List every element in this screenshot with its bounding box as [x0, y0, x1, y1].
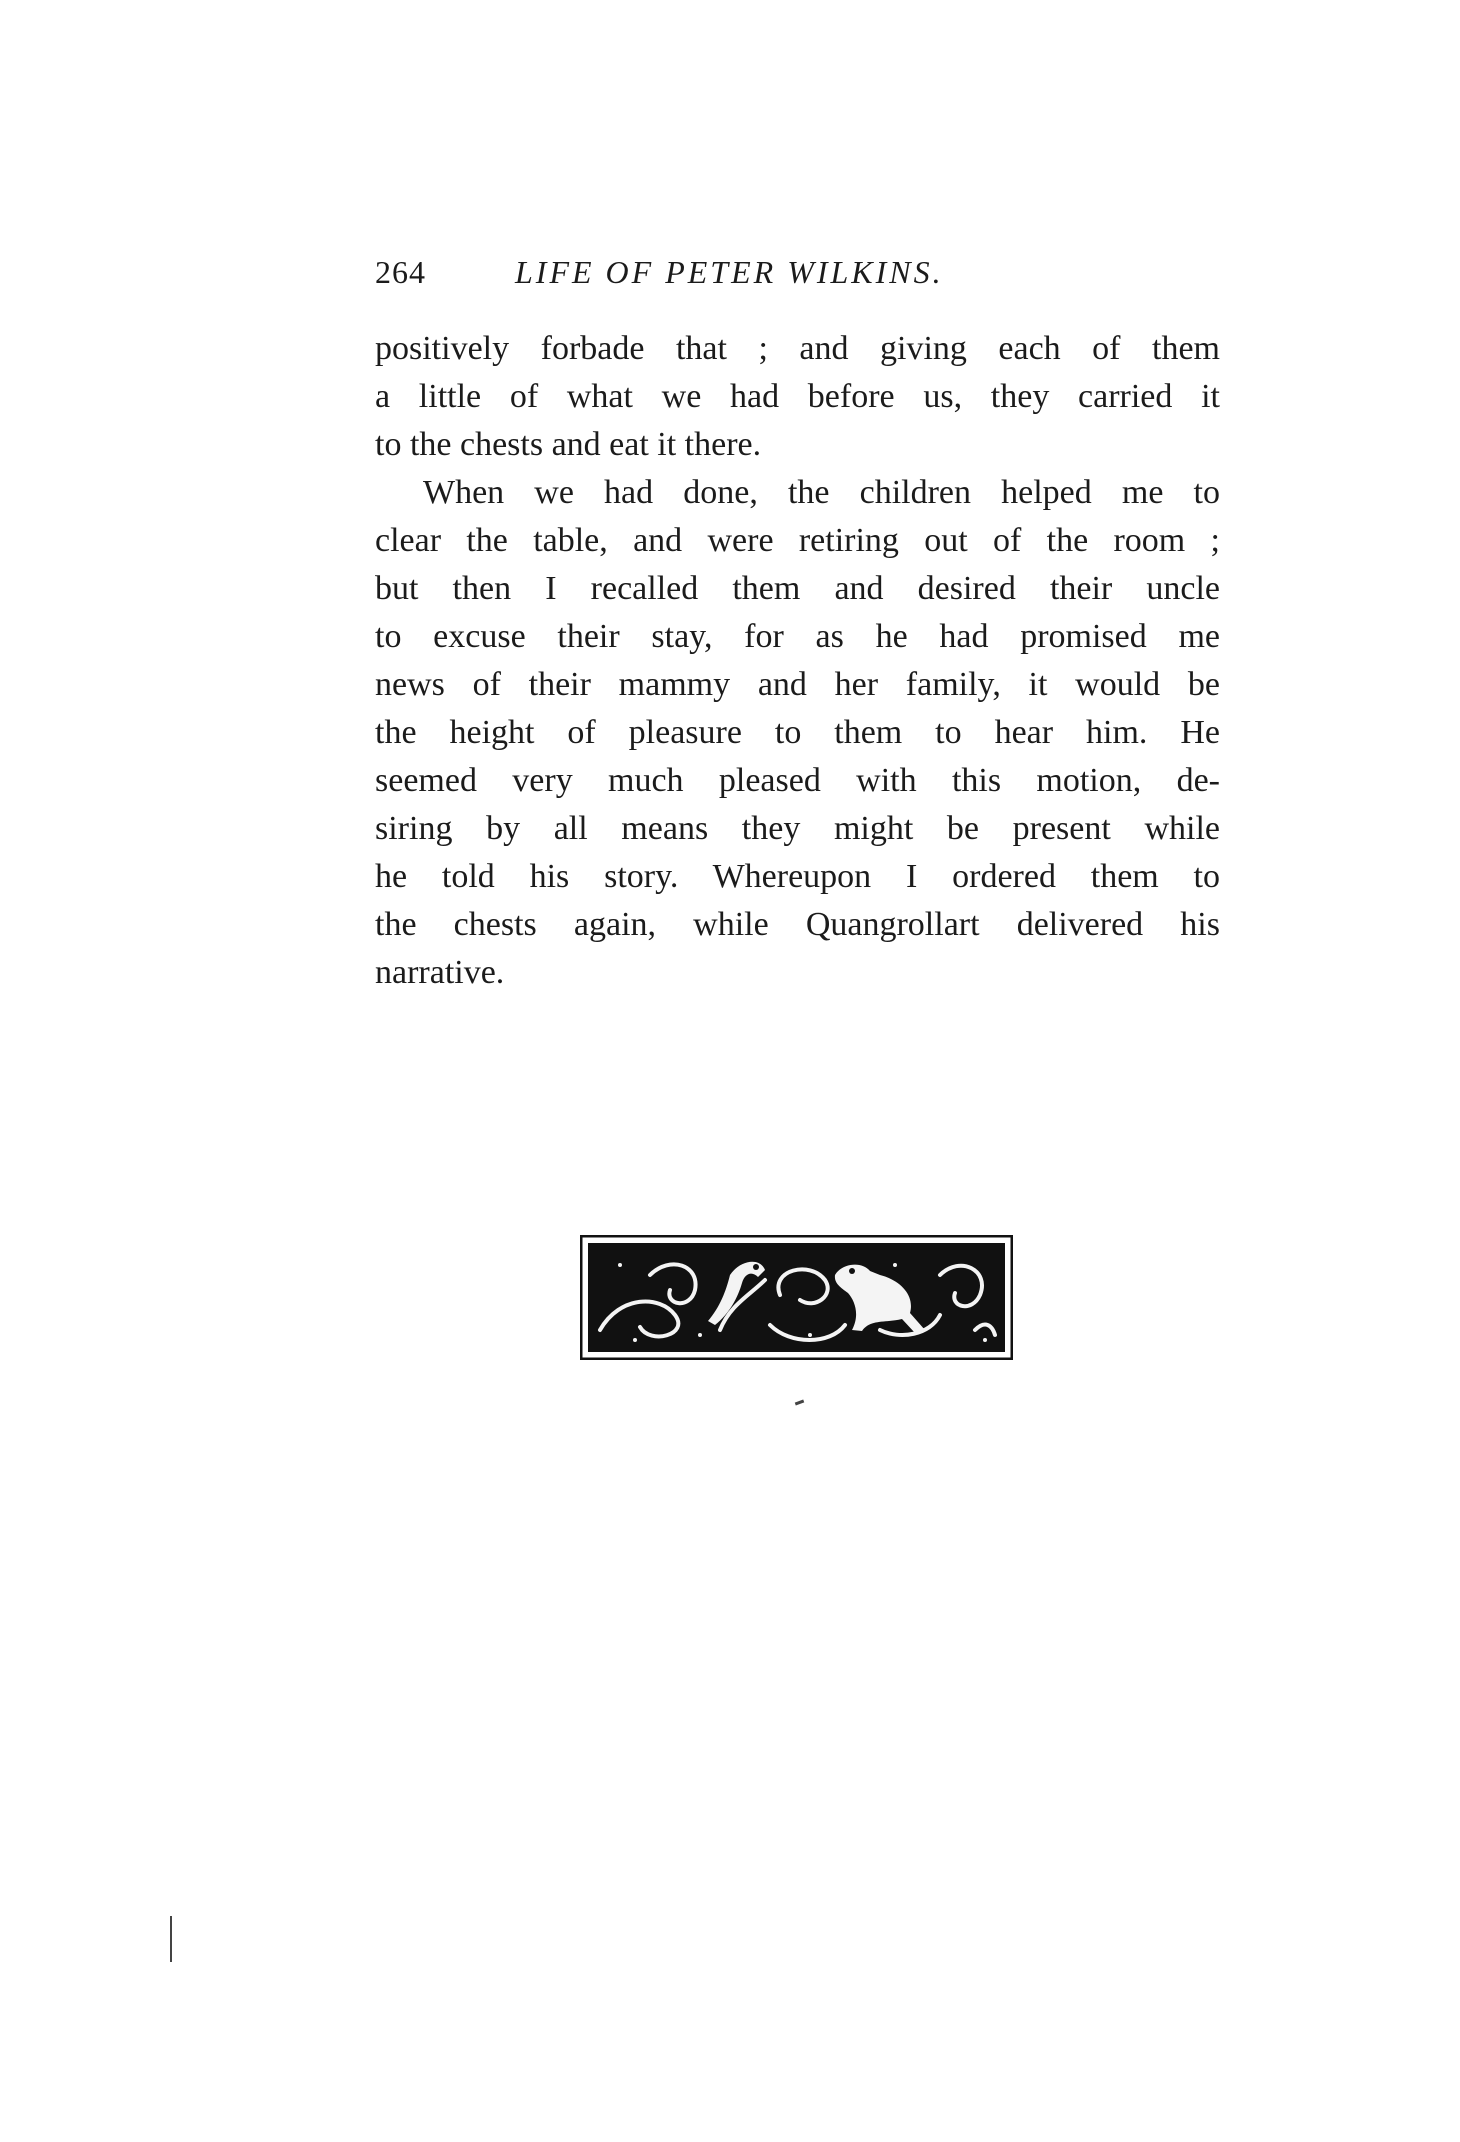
body-text — [375, 325, 1220, 997]
tailpiece-ornament-icon — [580, 1235, 1013, 1360]
text-line: but then I recalled them and desired their uncle — [375, 570, 1220, 607]
text-line: to excuse their stay, for as he had promised me — [375, 618, 1220, 655]
text-line: narrative. — [375, 954, 505, 991]
print-speck — [795, 1400, 804, 1406]
paragraph-2 — [375, 469, 1220, 997]
print-speck — [170, 1916, 172, 1962]
text-line: to the chests and eat it there. — [375, 426, 762, 463]
text-line: the chests again, while Quangrollart delivered his — [375, 906, 1220, 943]
running-title: LIFE OF PETER WILKINS. — [515, 254, 944, 290]
paragraph-1 — [375, 325, 1220, 469]
text-line: a little of what we had before us, they carried it — [375, 378, 1220, 415]
page-header — [375, 252, 1235, 292]
text-line: seemed very much pleased with this motion, de- — [375, 762, 1220, 799]
text-line: he told his story. Whereupon I ordered them to — [375, 858, 1220, 895]
text-line: clear the table, and were retiring out of the room ; — [375, 522, 1220, 559]
text-line: siring by all means they might be present while — [375, 810, 1220, 847]
text-line: the height of pleasure to them to hear him. He — [375, 714, 1220, 751]
text-line: When we had done, the children helped me to — [423, 474, 1220, 511]
page-number: 264 — [375, 254, 426, 290]
text-line: positively forbade that ; and giving each of them — [375, 330, 1220, 367]
text-line: news of their mammy and her family, it would be — [375, 666, 1220, 703]
